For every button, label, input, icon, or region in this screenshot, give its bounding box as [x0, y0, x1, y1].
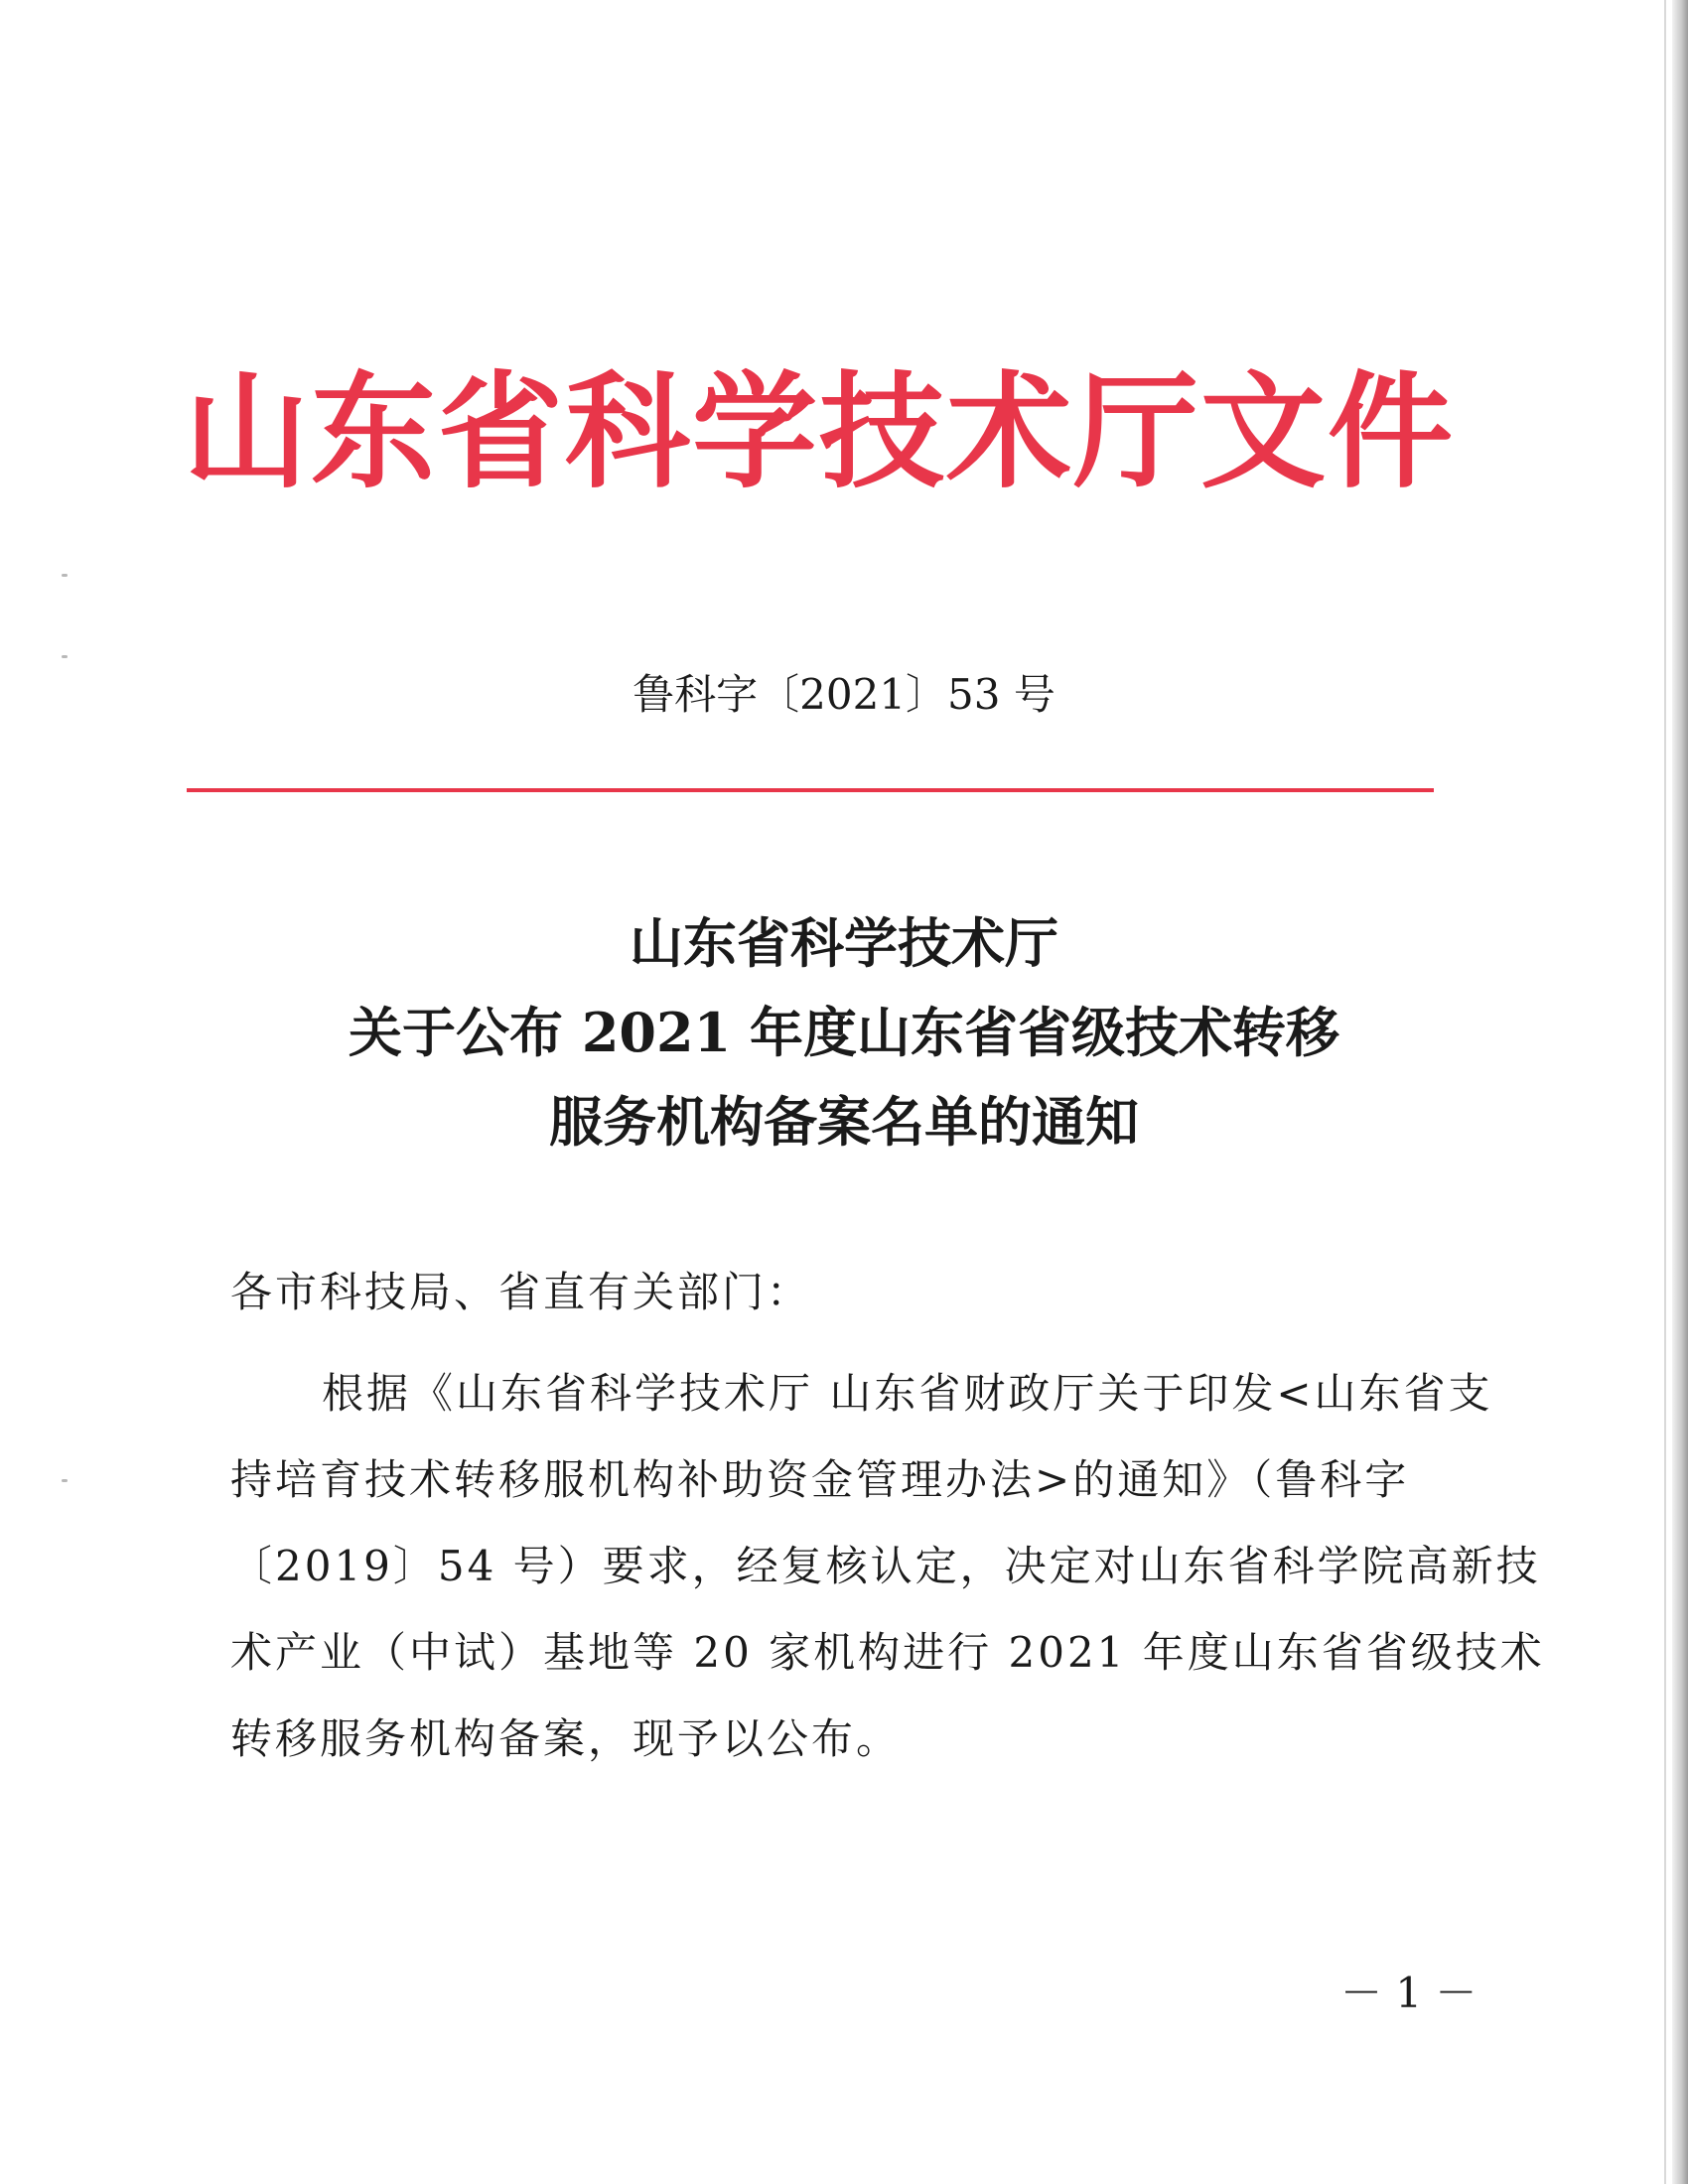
- title-line: 服务机构备案名单的通知: [549, 1090, 1139, 1154]
- body-line: 术产业（中试）基地等 20 家机构进行 2021 年度山东省省级技术: [230, 1628, 1545, 1677]
- scan-speck: [62, 655, 68, 658]
- scan-edge: [1672, 0, 1688, 2184]
- page-number: － 1 －: [1340, 1969, 1477, 2017]
- salutation: 各市科技局、省直有关部门：: [230, 1268, 812, 1316]
- body-line: 转移服务机构备案，现予以公布。: [230, 1714, 902, 1763]
- masthead-title: 山东省科学技术厅文件: [184, 358, 1455, 505]
- scan-edge-line: [1664, 0, 1666, 2184]
- notice-title: [149, 898, 1539, 1166]
- body-paragraph: [230, 1350, 1545, 1782]
- document-number: 鲁科字〔2021〕53 号: [633, 670, 1055, 719]
- title-line: 山东省科学技术厅: [630, 911, 1058, 975]
- red-separator-line: [187, 788, 1434, 792]
- body-line: 〔2019〕54 号）要求，经复核认定，决定对山东省科学院高新技: [230, 1542, 1541, 1590]
- body-line: 根据《山东省科学技术厅 山东省财政厅关于印发<山东省支: [322, 1369, 1493, 1418]
- title-line: 关于公布 2021 年度山东省省级技术转移: [349, 1001, 1339, 1064]
- scan-speck: [62, 1479, 68, 1482]
- body-line: 持培育技术转移服机构补助资金管理办法>的通知》（鲁科字: [230, 1455, 1410, 1504]
- scan-speck: [62, 574, 68, 577]
